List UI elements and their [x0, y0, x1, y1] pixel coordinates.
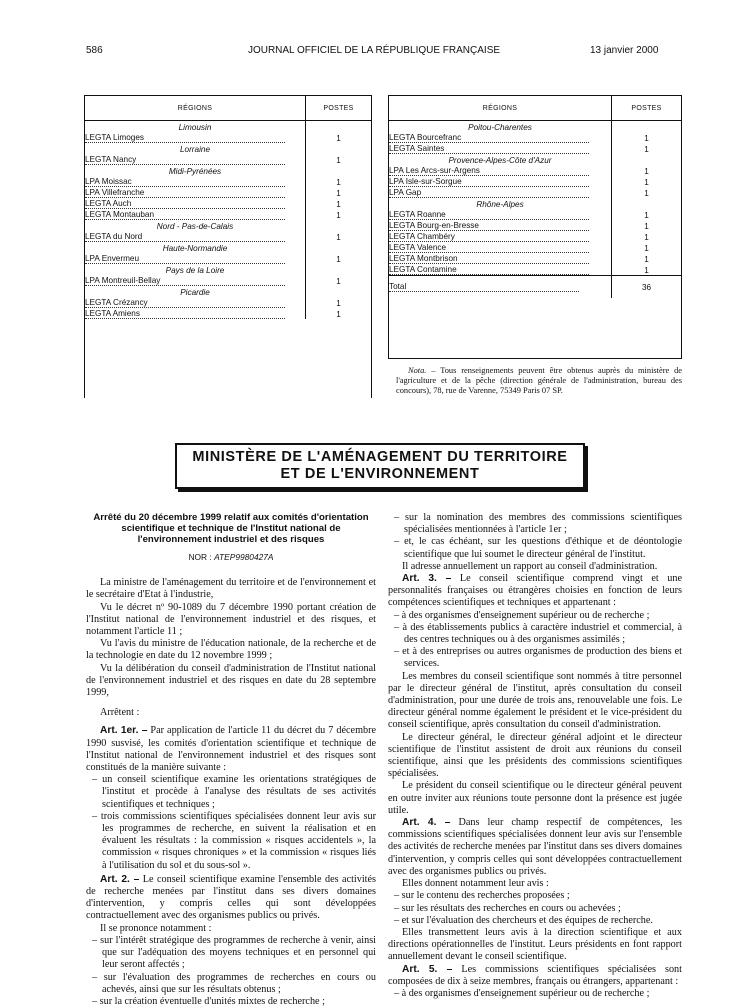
postes-value: 1 [306, 198, 372, 209]
school-name [85, 198, 306, 209]
school-name [389, 165, 612, 176]
school-name [389, 253, 612, 264]
school-name [85, 231, 306, 242]
ministry-line2: ET DE L'ENVIRONNEMENT [280, 466, 480, 482]
region-label: Midi-Pyrénées [168, 167, 222, 176]
row-name-text: LPA Gap [389, 188, 589, 198]
list-item: – sur la nomination des membres des commissions scientifiques spécialisées mentionnées à l'article 1er ; [388, 512, 682, 536]
nota [396, 366, 682, 396]
region-label: Haute-Normandie [162, 244, 228, 253]
region-postes-cell [306, 121, 372, 133]
postes-value: 1 [306, 154, 372, 165]
school-name [389, 176, 612, 187]
school-name [85, 176, 306, 187]
region-row [389, 198, 681, 209]
article-3-list [388, 610, 682, 671]
page-number: 586 [86, 45, 103, 56]
table-row [85, 209, 371, 220]
table-row [85, 231, 371, 242]
table-left [84, 95, 372, 398]
nor-code: ATEP9980427A [214, 552, 274, 562]
row-name-text: LPA Moissac [85, 177, 285, 187]
row-name-text: LEGTA Chambéry [389, 232, 589, 242]
table-row [85, 308, 371, 319]
region-postes-cell [612, 121, 682, 133]
postes-value: 1 [306, 297, 372, 308]
article-3: Art. 3. – Le conseil scientifique comprend vingt et une personnalités françaises ou étrangères choisies en fonction de leurs compétences scientifiques et techniques et appartenant : [388, 573, 682, 609]
school-name [85, 154, 306, 165]
row-name-text: LPA Villefranche [85, 188, 285, 198]
postes-value: 1 [306, 275, 372, 286]
table-row [85, 198, 371, 209]
article-2-list-a [86, 935, 376, 1008]
row-name-text: LEGTA Amiens [85, 309, 285, 319]
region-postes-cell [306, 242, 372, 253]
postes-value: 1 [612, 132, 682, 143]
region-postes-cell [612, 154, 682, 165]
region-label: Picardie [180, 288, 210, 297]
list-item: – sur l'intérêt stratégique des programmes de recherche à venir, ainsi que sur l'adéquation des moyens techniques et en personnel qui leur seront affectés ; [86, 935, 376, 972]
list-item: – sur la création éventuelle d'unités mixtes de recherche ; [86, 996, 376, 1008]
preamble-1: Vu le décret nº 90-1089 du 7 décembre 1990 portant création de l'Institut national de l'environnement industriel et des risques, et notamment l'article 11 ; [86, 601, 376, 638]
school-name [389, 220, 612, 231]
postes-value: 1 [612, 253, 682, 264]
row-name-text: LEGTA Auch [85, 199, 285, 209]
total-label [389, 276, 612, 299]
nota-label: Nota. [408, 366, 427, 375]
region-row [389, 154, 681, 165]
article-2: Art. 2. – Le conseil scientifique examine l'ensemble des activités de recherche menées par l'institut dans ses divers domaines d'intervention, y compris celles qui sont développées contractuellement avec des organismes publics ou privés. [86, 873, 377, 922]
list-item: – à des organismes d'enseignement supérieur ou de recherche ; [388, 610, 682, 622]
row-name-text: LEGTA Roanne [389, 210, 589, 220]
region-row [85, 242, 371, 253]
list-item: – et sur l'évaluation des chercheurs et des équipes de recherche. [388, 915, 682, 927]
list-item: – trois commissions scientifiques spécialisées donnent leur avis sur les programmes de recherche, en suivent la réalisation et en évaluent les résultats : la commission « risques accidentels », la commission « risques chroniques » et la commission « risques liés à l'utilisation du sol et du sous-sol ». [86, 811, 376, 872]
postes-value: 1 [306, 132, 372, 143]
table-row [85, 132, 371, 143]
postes-value: 36 [612, 276, 682, 299]
article-4-p2: Elles donnent notamment leur avis : [402, 878, 549, 890]
total-row [389, 276, 681, 299]
row-name-text: LEGTA Crézancy [85, 298, 285, 308]
col-header-postes: POSTES [306, 96, 372, 121]
school-name [389, 231, 612, 242]
journal-title: JOURNAL OFFICIEL DE LA RÉPUBLIQUE FRANÇAISE [247, 45, 501, 56]
postes-value: 1 [612, 220, 682, 231]
postes-value: 1 [306, 308, 372, 319]
article-2-p3: Il adresse annuellement un rapport au conseil d'administration. [402, 560, 658, 572]
postes-value: 1 [306, 231, 372, 242]
article-2-p2: Il se prononce notamment : [100, 922, 212, 934]
col-header-regions: RÉGIONS [85, 96, 306, 121]
school-name [85, 297, 306, 308]
article-3-para-2: Le président du conseil scientifique ou le directeur général peuvent en outre inviter aux réunions toute personne dont la présence est jugée utile. [388, 780, 682, 816]
region-postes-cell [306, 264, 372, 275]
row-name-text: LEGTA Montbrison [389, 254, 589, 264]
article-2-label: Art. 2. – [100, 873, 140, 885]
row-name-text: LEGTA Bourcefranc [389, 133, 589, 143]
school-name [389, 143, 612, 154]
list-item: – un conseil scientifique examine les orientations stratégiques de l'institut et procède à l'analyse des résultats de ses activités scientifiques et techniques ; [86, 774, 376, 811]
table-right [388, 95, 682, 359]
article-3-label: Art. 3. – [402, 573, 452, 585]
article-3-para-1: Le directeur général, le directeur général adjoint et le directeur scientifique de l'institut assistent de droit aux réunions du conseil scientifique, ainsi que les présidents des commissions scientifiques spécialisées. [388, 731, 682, 780]
region-row [85, 143, 371, 154]
postes-value: 1 [612, 143, 682, 154]
postes-value: 1 [612, 264, 682, 276]
region-label: Nord - Pas-de-Calais [156, 222, 234, 231]
row-name-text: LPA Envermeu [85, 254, 285, 264]
postes-value: 1 [612, 165, 682, 176]
region-postes-cell [612, 198, 682, 209]
postes-value: 1 [612, 242, 682, 253]
preamble-3: Vu la délibération du conseil d'administration de l'Institut national de l'environnement industriel et des risques en date du 28 septembre 1999, [86, 662, 376, 699]
school-name [85, 132, 306, 143]
ministry-banner [175, 443, 585, 489]
col-header-postes: POSTES [612, 96, 682, 121]
table-row [389, 220, 681, 231]
preamble-2: Vu l'avis du ministre de l'éducation nationale, de la recherche et de la technologie en date du 12 novembre 1999 ; [86, 638, 376, 662]
postes-value: 1 [612, 176, 682, 187]
article-1-label: Art. 1er. – [100, 725, 148, 737]
row-name-text: LPA Montreuil-Bellay [85, 276, 285, 286]
region-row [85, 165, 371, 176]
postes-value: 1 [306, 187, 372, 198]
article-5-label: Art. 5. – [402, 963, 453, 975]
table-row [389, 176, 681, 187]
school-name [389, 132, 612, 143]
article-1-list [86, 774, 376, 872]
table-row [85, 253, 371, 264]
region-postes-cell [306, 143, 372, 154]
postes-value: 1 [612, 187, 682, 198]
row-name-text: Total [389, 282, 579, 292]
table-row [85, 297, 371, 308]
postes-value: 1 [612, 209, 682, 220]
column-left [86, 512, 376, 1008]
table-row [389, 253, 681, 264]
decree-title: Arrêté du 20 décembre 1999 relatif aux comités d'orientation scientifique et technique de l'Institut national de l'environnement industriel et des risques [93, 512, 369, 545]
region-row [389, 121, 681, 133]
table-row [85, 176, 371, 187]
table-row [85, 187, 371, 198]
row-name-text: LPA Les Arcs-sur-Argens [389, 166, 589, 176]
region-row [85, 264, 371, 275]
preamble-0: La ministre de l'aménagement du territoire et de l'environnement et le secrétaire d'Etat à l'industrie, [86, 577, 376, 601]
table-row [389, 165, 681, 176]
article-2-list-b [388, 512, 682, 561]
list-item: – et, le cas échéant, sur les questions d'éthique et de déontologie scientifique que lui soumet le directeur général de l'institut. [388, 536, 682, 560]
article-4-label: Art. 4. – [402, 817, 451, 829]
region-row [85, 121, 371, 133]
region-label: Pays de la Loire [165, 266, 225, 275]
column-right [388, 512, 682, 1000]
table-row [389, 264, 681, 276]
school-name [389, 242, 612, 253]
region-postes-cell [306, 165, 372, 176]
region-row [85, 220, 371, 231]
row-name-text: LEGTA du Nord [85, 232, 285, 242]
row-name-text: LEGTA Nancy [85, 155, 285, 165]
school-name [389, 264, 612, 276]
article-4: Art. 4. – Dans leur champ respectif de compétences, les commissions scientifiques spécialisées donnent leur avis sur l'ensemble des activités de recherche menées par l'institut dans ses divers domaines d'intervention, y compris celles qui sont développées contractuellement avec des organismes publics ou privés. [388, 817, 682, 877]
table-row [389, 242, 681, 253]
list-item: – à des établissements publics à caractère industriel et commercial, à des centres techniques ou à des organismes assimilés ; [388, 622, 682, 646]
list-item: – et à des entreprises ou autres organismes de production des biens et services. [388, 646, 682, 670]
article-1: Art. 1er. – Par application de l'article 11 du décret du 7 décembre 1990 susvisé, les comités d'orientation scientifique et technique de l'Institut national de l'environnement industriel et des risques sont constitués de la manière suivante : [86, 725, 377, 774]
region-label: Lorraine [179, 145, 211, 154]
region-label: Rhône-Alpes [476, 200, 524, 209]
row-name-text: LEGTA Limoges [85, 133, 285, 143]
col-header-regions: RÉGIONS [389, 96, 612, 121]
table-row [85, 154, 371, 165]
row-name-text: LEGTA Montauban [85, 210, 285, 220]
nota-text: – Tous renseignements peuvent être obtenus auprès du ministère de l'agriculture et de la pêche (direction générale de l'administration, bureau des concours), 78, rue de Varenne, 75349 Paris 07 SP. [396, 366, 682, 395]
school-name [85, 253, 306, 264]
arretent: Arrêtent : [100, 707, 140, 719]
table-row [389, 209, 681, 220]
list-item: – sur le contenu des recherches proposées ; [388, 890, 682, 902]
region-label: Provence-Alpes-Côte d'Azur [448, 156, 552, 165]
row-name-text: LEGTA Saintes [389, 144, 589, 154]
region-postes-cell [306, 286, 372, 297]
postes-value: 1 [306, 253, 372, 264]
region-postes-cell [306, 220, 372, 231]
article-4-p3: Elles transmettent leurs avis à la direction scientifique et aux directions opérationnelles de l'institut. Leurs présidents en font rapport annuellement devant le conseil scientifique. [388, 926, 682, 963]
page-date: 13 janvier 2000 [590, 45, 659, 56]
row-name-text: LPA Isle-sur-Sorgue [389, 177, 589, 187]
row-name-text: LEGTA Valence [389, 243, 589, 253]
table-row [389, 132, 681, 143]
table-row [389, 187, 681, 198]
list-item: – sur l'évaluation des programmes de recherches en cours ou achevés, ainsi que sur les résultats obtenus ; [86, 972, 376, 996]
school-name [85, 187, 306, 198]
table-row [389, 143, 681, 154]
table-row [389, 231, 681, 242]
table-row [85, 275, 371, 286]
row-name-text: LEGTA Contamine [389, 265, 589, 275]
school-name [389, 209, 612, 220]
article-4-list [388, 890, 682, 927]
ministry-line1: MINISTÈRE DE L'AMÉNAGEMENT DU TERRITOIRE [192, 449, 568, 465]
postes-value: 1 [306, 176, 372, 187]
postes-value: 1 [306, 209, 372, 220]
list-item: – à des organismes d'enseignement supérieur ou de recherche ; [388, 988, 682, 1000]
school-name [85, 308, 306, 319]
row-name-text: LEGTA Bourg-en-Bresse [389, 221, 589, 231]
nor-reference: NOR : ATEP9980427A [188, 552, 274, 562]
region-label: Poitou-Charentes [468, 123, 532, 132]
region-row [85, 286, 371, 297]
region-label: Limousin [178, 123, 212, 132]
article-3-para-0: Les membres du conseil scientifique sont nommés à titre personnel par le directeur général de l'institut, après consultation du conseil d'administration, pour une durée de trois ans, renouvelable une fois. Le directeur général nomme également le président et le vice-président du conseil scientifique, après consultation du conseil d'administration. [388, 670, 682, 731]
article-5: Art. 5. – Les commissions scientifiques spécialisées sont composées de dix à seize membres, français ou étrangers, appartenant : [388, 963, 682, 987]
list-item: – sur les résultats des recherches en cours ou achevées ; [388, 903, 682, 915]
school-name [85, 275, 306, 286]
school-name [85, 209, 306, 220]
school-name [389, 187, 612, 198]
postes-value: 1 [612, 231, 682, 242]
